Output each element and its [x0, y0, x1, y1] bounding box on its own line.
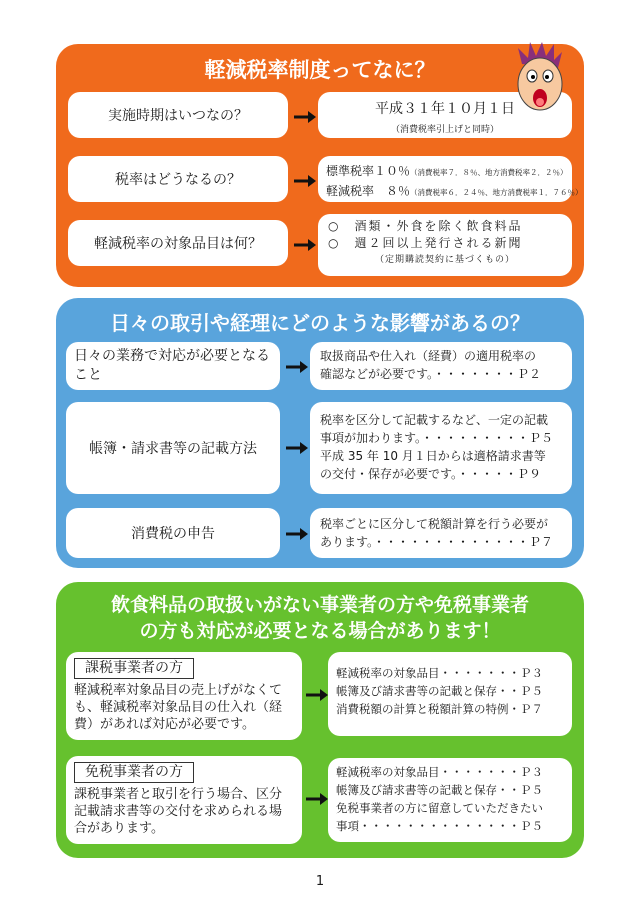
- answer-box: [318, 214, 572, 276]
- body-line: 課税事業者と取引を行う場合、区分: [74, 787, 283, 802]
- question-text: 消費税の申告: [131, 526, 215, 542]
- answer-line: の交付・保存が必要です。・・・・・Ｐ９: [320, 467, 542, 481]
- page-number: 1: [315, 874, 325, 889]
- arrow-right-icon: [306, 792, 328, 806]
- section-title: 軽減税率制度ってなに？: [204, 58, 436, 82]
- answer-line: あります。・・・・・・・・・・・・・Ｐ７: [320, 535, 554, 549]
- answer-line: 事項・・・・・・・・・・・・・・Ｐ５: [336, 819, 543, 833]
- arrow-right-icon: [294, 110, 316, 124]
- answer-line: 税率ごとに区分して税額計算を行う必要が: [320, 517, 549, 531]
- answer-box: [310, 342, 572, 390]
- info-box: [66, 756, 302, 844]
- info-box: [66, 652, 302, 740]
- answer-box: [328, 758, 572, 842]
- arrow-right-icon: [294, 238, 316, 252]
- answer-line: 取扱商品や仕入れ（経費）の適用税率の: [320, 349, 537, 363]
- answer-box: [310, 402, 572, 494]
- arrow-right-icon: [306, 688, 328, 702]
- answer-note: （消費税率引上げと同時）: [390, 125, 499, 135]
- answer-line: 税率を区分して記載するなど、一定の記載: [320, 413, 549, 427]
- question-text: 実施時期はいつなの？: [108, 108, 248, 124]
- body-line: も、軽減税率対象品目の仕入れ（経: [74, 700, 283, 715]
- answer-box: [328, 652, 572, 736]
- question-box: [66, 342, 280, 390]
- answer-line: 消費税額の計算と税額計算の特例・Ｐ７: [336, 702, 543, 716]
- section-title-line: 飲食料品の取扱いがない事業者の方や免税事業者: [110, 594, 529, 616]
- body-line: 軽減税率対象品目の売上げがなくて: [74, 683, 283, 698]
- answer-box: [318, 156, 583, 202]
- question-text: 日々の業務で対応が必要となること: [74, 348, 270, 383]
- question-box: [68, 156, 288, 202]
- arrow-right-icon: [294, 174, 316, 188]
- body-line: 費）があれば対応が必要です。: [74, 717, 255, 732]
- answer-note: （定期購読契約に基づくもの）: [374, 255, 515, 265]
- question-text: 帳簿・請求書等の記載方法: [89, 441, 257, 457]
- answer-line: 軽減税率の対象品目・・・・・・・Ｐ３: [336, 765, 543, 779]
- answer-date: 平成３１年１０月１日: [375, 101, 515, 117]
- category-label: 免税事業者の方: [74, 762, 194, 783]
- standard-rate: 標準税率１０％: [326, 164, 411, 178]
- section-title-line: の方も対応が必要となる場合があります！: [139, 620, 501, 642]
- question-box: [68, 92, 288, 138]
- section-title: [56, 592, 584, 644]
- surprised-face-icon: [514, 42, 566, 118]
- answer-item: ○ 週２回以上発行される新聞: [328, 236, 523, 250]
- answer-line: 事項が加わります。・・・・・・・・・Ｐ５: [320, 431, 554, 445]
- section-title: 日々の取引や経理にどのような影響があるの？: [110, 311, 530, 335]
- question-box: [68, 220, 288, 266]
- section-panel-1: [56, 44, 584, 287]
- question-box: [66, 508, 280, 558]
- question-text: 税率はどうなるの？: [115, 172, 241, 188]
- arrow-right-icon: [286, 527, 308, 541]
- answer-line: 帳簿及び請求書等の記載と保存・・Ｐ５: [336, 684, 543, 698]
- answer-box: [310, 508, 572, 558]
- answer-line: 免税事業者の方に留意していただきたい: [336, 801, 543, 815]
- rate-note: （消費税率６．２４％、地方消費税率１．７６％）: [410, 188, 583, 197]
- arrow-right-icon: [286, 360, 308, 374]
- body-line: 記載請求書等の交付を求められる場: [74, 804, 283, 819]
- answer-line: 帳簿及び請求書等の記載と保存・・Ｐ５: [336, 783, 543, 797]
- rate-note: （消費税率７．８％、地方消費税率２．２％）: [410, 168, 568, 177]
- answer-line: 平成 35 年 10 月１日からは適格請求書等: [320, 449, 546, 463]
- arrow-right-icon: [286, 441, 308, 455]
- section-panel-3: [56, 582, 584, 858]
- question-text: 軽減税率の対象品目は何？: [94, 236, 262, 252]
- answer-line: 確認などが必要です。・・・・・・・Ｐ２: [320, 367, 542, 381]
- answer-item: ○ 酒類・外食を除く飲食料品: [328, 219, 523, 233]
- category-label: 課税事業者の方: [74, 658, 194, 679]
- section-panel-2: [56, 298, 584, 568]
- reduced-rate: 軽減税率 ８％: [326, 184, 411, 198]
- body-line: 合があります。: [74, 821, 164, 836]
- question-box: [66, 402, 280, 494]
- answer-line: 軽減税率の対象品目・・・・・・・Ｐ３: [336, 666, 543, 680]
